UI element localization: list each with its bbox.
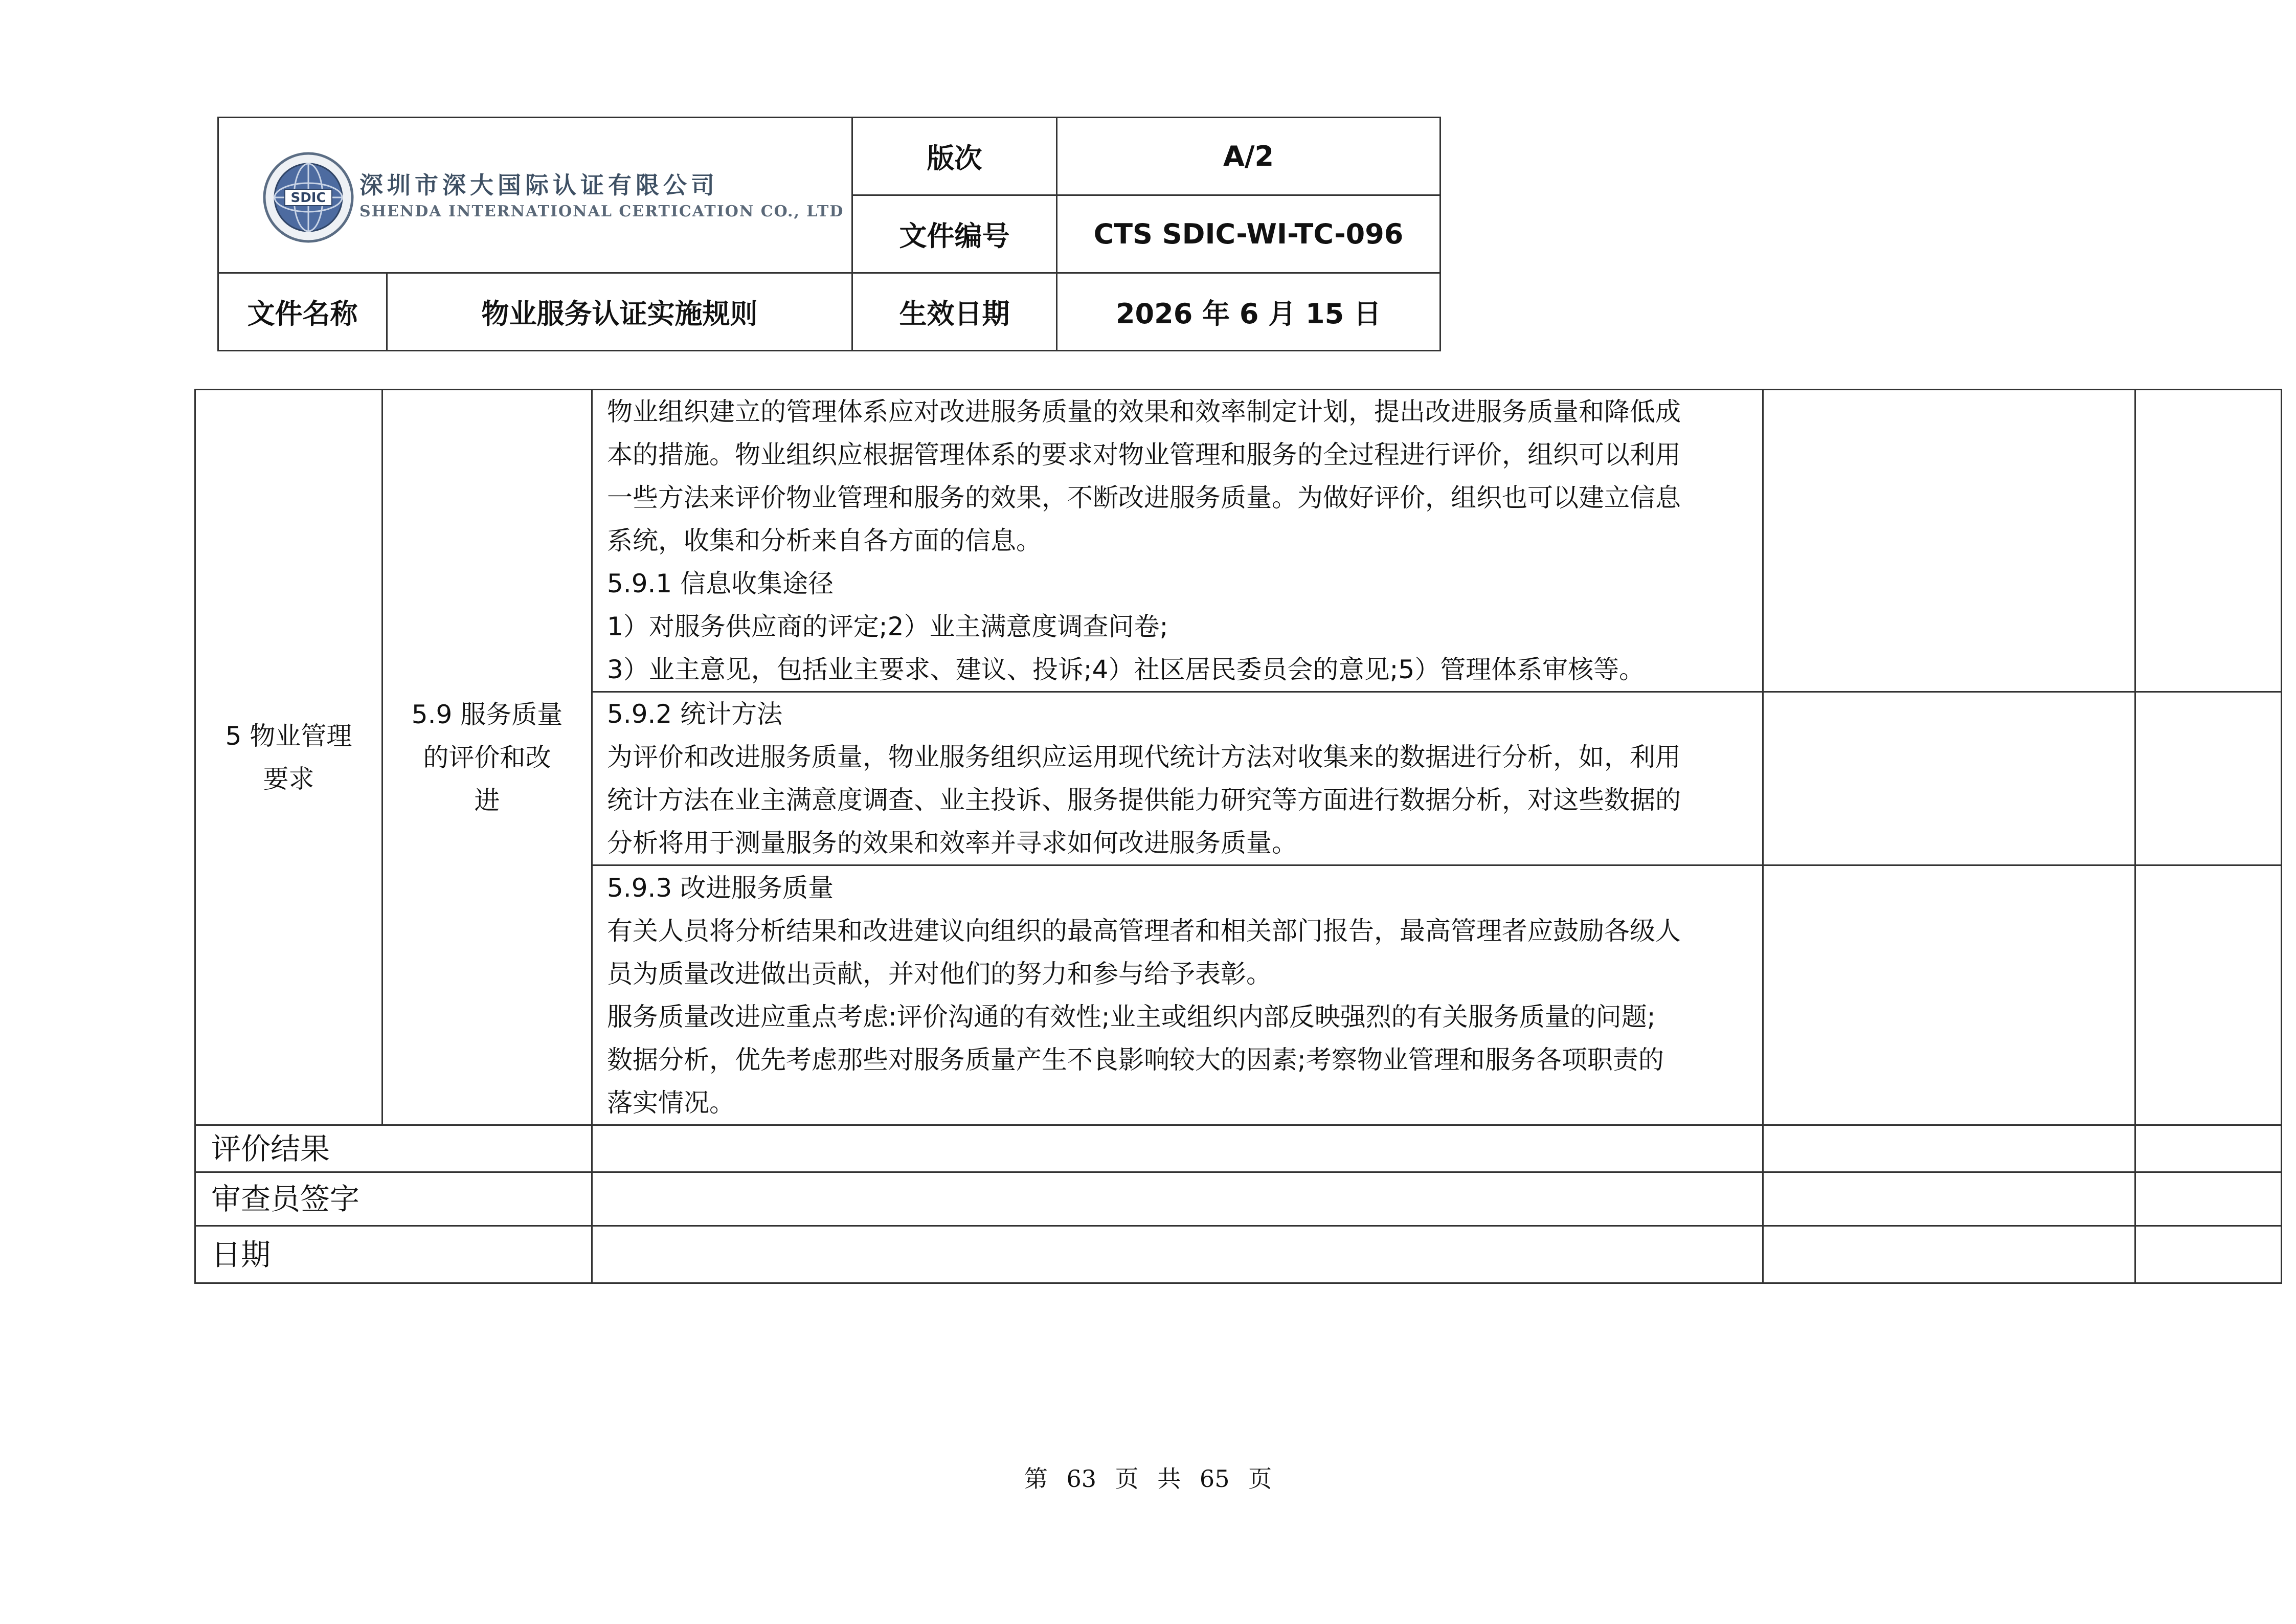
table-row	[195, 390, 2282, 692]
company-name-cn: 深圳市深大国际认证有限公司	[359, 171, 718, 199]
clause-text-cell	[592, 865, 1763, 1125]
evaluation-result-remark	[2135, 1125, 2282, 1172]
company-logo	[262, 151, 844, 249]
page-number: 第 63 页 共 65 页	[1024, 1465, 1272, 1493]
clause-line: 统计方法在业主满意度调查、业主投诉、服务提供能力研究等方面进行数据分析，对这些数据的	[607, 785, 1681, 815]
effective-date-value: 2026 年 6 月 15 日	[1057, 273, 1440, 351]
remark-cell	[2135, 390, 2282, 692]
clause-line: 落实情况。	[607, 1087, 735, 1118]
clause-heading: 5.9.2 统计方法	[607, 699, 783, 729]
doc-number-label: 文件编号	[852, 195, 1057, 273]
logo-text: SDIC	[290, 190, 326, 206]
clause-line: 数据分析，优先考虑那些对服务质量产生不良影响较大的因素;考察物业管理和服务各项职责的	[607, 1044, 1664, 1075]
clause-line: 员为质量改进做出贡献，并对他们的努力和参与给予表彰。	[607, 959, 1272, 989]
auditor-signature-remark	[2135, 1172, 2282, 1226]
clause-line: 本的措施。物业组织应根据管理体系的要求对物业管理和服务的全过程进行评价，组织可以利用	[607, 440, 1681, 470]
clause-line: 服务质量改进应重点考虑:评价沟通的有效性;业主或组织内部反映强烈的有关服务质量的问题;	[607, 1002, 1656, 1032]
section-main-cell	[195, 390, 382, 1125]
clause-line: 物业组织建立的管理体系应对改进服务质量的效果和效率制定计划，提出改进服务质量和降低成	[607, 397, 1681, 427]
doc-number-value: CTS SDIC-WI-TC-096	[1057, 195, 1440, 273]
auditor-signature-extra	[1763, 1172, 2135, 1226]
auditor-signature-field[interactable]	[592, 1172, 1763, 1226]
table-row	[195, 1226, 2282, 1283]
clause-line: 有关人员将分析结果和改进建议向组织的最高管理者和相关部门报告，最高管理者应鼓励各级人	[607, 916, 1681, 946]
company-logo-cell	[218, 118, 852, 273]
date-extra	[1763, 1226, 2135, 1283]
clause-heading: 5.9.1 信息收集途径	[607, 569, 834, 598]
date-field[interactable]	[592, 1226, 1763, 1283]
evaluation-result-extra	[1763, 1125, 2135, 1172]
version-value: A/2	[1057, 118, 1440, 195]
section-sub-line: 的评价和改	[423, 742, 551, 772]
evaluation-result-label: 评价结果	[195, 1125, 592, 1172]
remark-cell	[2135, 692, 2282, 865]
clause-heading: 5.9.3 改进服务质量	[607, 873, 834, 903]
clause-line: 1）对服务供应商的评定;2）业主满意度调查问卷;	[607, 612, 1168, 641]
clause-line: 为评价和改进服务质量，物业服务组织应运用现代统计方法对收集来的数据进行分析，如，利用	[607, 742, 1681, 772]
clause-table	[194, 389, 2282, 1284]
doc-name-label: 文件名称	[218, 273, 387, 351]
clause-line: 3）业主意见，包括业主要求、建议、投诉;4）社区居民委员会的意见;5）管理体系审核等。	[607, 655, 1645, 684]
evaluation-cell	[1763, 865, 2135, 1125]
company-seal-icon	[262, 151, 354, 243]
clause-text-cell	[592, 692, 1763, 865]
table-row	[195, 1125, 2282, 1172]
section-main-line: 要求	[263, 764, 314, 794]
clause-line: 系统，收集和分析来自各方面的信息。	[607, 526, 1042, 555]
section-sub-line: 进	[474, 785, 500, 815]
evaluation-cell	[1763, 692, 2135, 865]
date-remark	[2135, 1226, 2282, 1283]
effective-date-label: 生效日期	[852, 273, 1057, 351]
section-main-line: 5 物业管理	[225, 721, 352, 751]
company-name-en: SHENDA INTERNATIONAL CERTICATION CO., LTD	[359, 203, 844, 220]
evaluation-cell	[1763, 390, 2135, 692]
section-sub-cell	[382, 390, 592, 1125]
evaluation-result-field[interactable]	[592, 1125, 1763, 1172]
remark-cell	[2135, 865, 2282, 1125]
clause-line: 一些方法来评价物业管理和服务的效果，不断改进服务质量。为做好评价，组织也可以建立信息	[607, 483, 1681, 513]
auditor-signature-label: 审查员签字	[195, 1172, 592, 1226]
clause-line: 分析将用于测量服务的效果和效率并寻求如何改进服务质量。	[607, 828, 1297, 858]
doc-name-value: 物业服务认证实施规则	[387, 273, 852, 351]
document-header-table	[217, 117, 1441, 351]
clause-text-cell	[592, 390, 1763, 692]
date-label: 日期	[195, 1226, 592, 1283]
section-sub-line: 5.9 服务质量	[411, 699, 563, 729]
version-label: 版次	[852, 118, 1057, 195]
table-row	[195, 1172, 2282, 1226]
